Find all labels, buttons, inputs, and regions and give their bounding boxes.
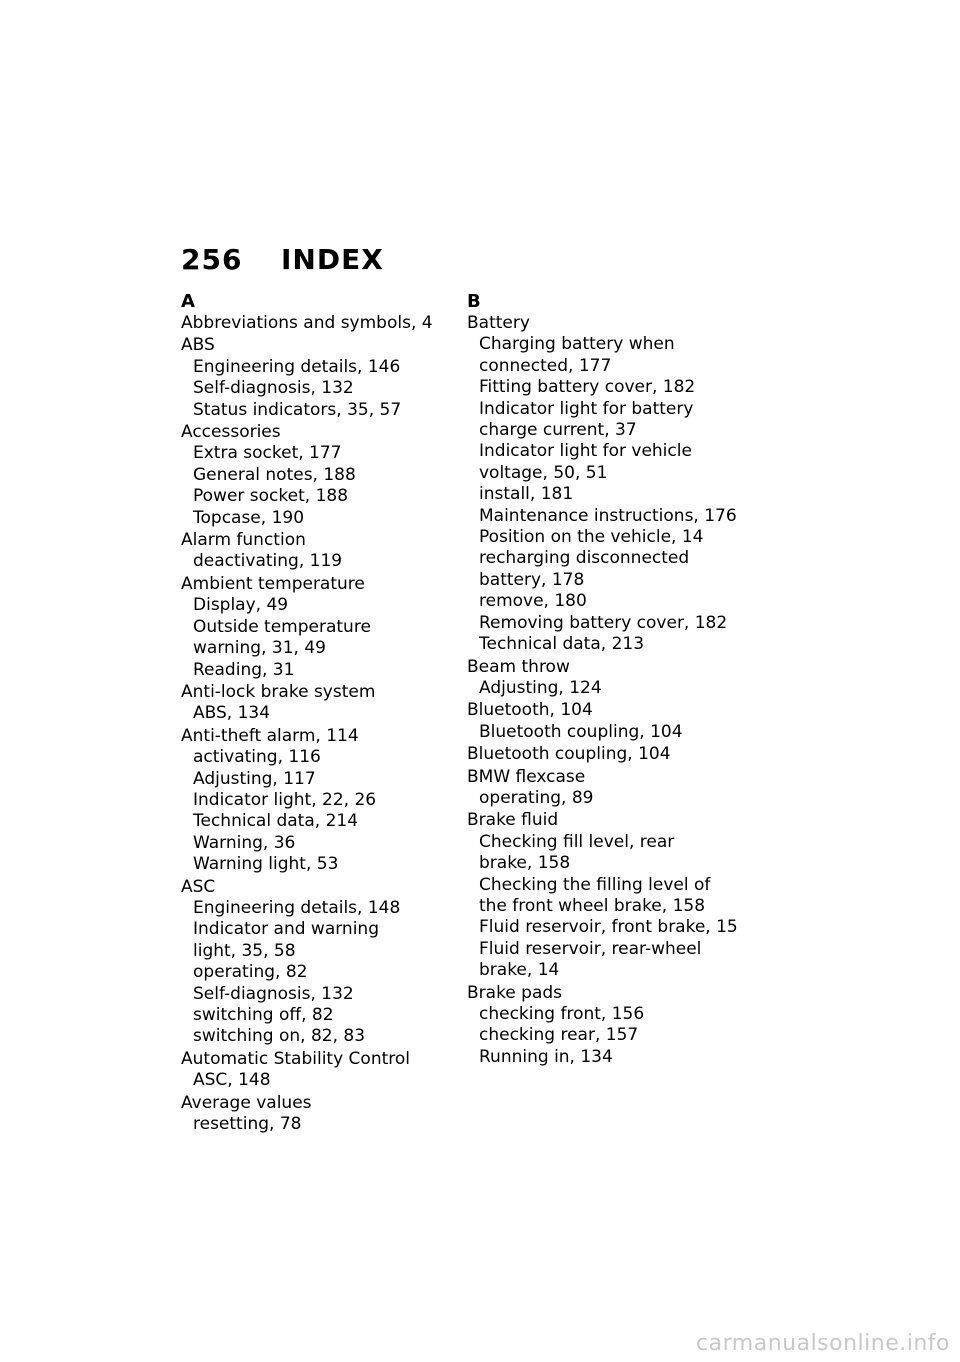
index-subentry: Engineering details, 146 — [193, 356, 401, 377]
index-subentry: install, 181 — [479, 484, 574, 505]
index-subentry: Checking the filling level of — [479, 874, 711, 895]
index-entry: Bluetooth, 104 — [467, 700, 593, 721]
index-entry: Abbreviations and symbols, 4 — [181, 313, 433, 333]
index-subentry: Warning light, 53 — [193, 854, 339, 875]
index-entry: Anti-theft alarm, 114 — [181, 725, 359, 746]
index-letter-heading: A — [181, 291, 195, 312]
index-subentry: Technical data, 214 — [193, 811, 359, 832]
index-letter-heading: B — [467, 291, 481, 312]
index-subentry: the front wheel brake, 158 — [479, 895, 706, 916]
index-subentry: Warning, 36 — [193, 832, 296, 853]
index-entry: Brake pads — [467, 982, 563, 1003]
index-subentry: activating, 116 — [193, 747, 321, 768]
index-column-left — [181, 292, 451, 1135]
index-entry: Bluetooth coupling, 104 — [467, 744, 671, 765]
index-entry: ASC — [181, 876, 216, 897]
index-subentry: Reading, 31 — [193, 659, 295, 680]
index-subentry: Display, 49 — [193, 595, 289, 616]
index-subentry: Adjusting, 117 — [193, 768, 316, 789]
index-subentry: deactivating, 119 — [193, 551, 343, 572]
index-subentry: Status indicators, 35, 57 — [193, 399, 402, 420]
index-subentry: resetting, 78 — [193, 1114, 302, 1135]
index-entry: Brake fluid — [467, 810, 559, 831]
index-subentry: operating, 89 — [479, 787, 594, 808]
index-entry: BMW flexcase — [467, 766, 586, 787]
index-subentry: Indicator and warning — [193, 919, 379, 940]
index-entry: Average values — [181, 1092, 312, 1113]
page-title: INDEX — [281, 243, 384, 276]
index-entry: ABS — [181, 335, 215, 356]
index-subentry: Topcase, 190 — [193, 507, 305, 528]
index-subentry: General notes, 188 — [193, 464, 356, 485]
index-subentry: Bluetooth coupling, 104 — [479, 721, 683, 742]
index-subentry: voltage, 50, 51 — [479, 462, 608, 483]
index-subentry: recharging disconnected — [479, 548, 690, 569]
index-subentry: Technical data, 213 — [479, 634, 645, 655]
index-subentry: remove, 180 — [479, 591, 587, 612]
index-subentry: operating, 82 — [193, 962, 308, 983]
index-subentry: light, 35, 58 — [193, 940, 296, 961]
index-subentry: charge current, 37 — [479, 420, 637, 441]
index-subentry: Fitting battery cover, 182 — [479, 377, 696, 398]
page-header — [181, 243, 384, 277]
index-subentry: checking rear, 157 — [479, 1025, 639, 1046]
index-subentry: ASC, 148 — [193, 1070, 271, 1091]
index-subentry: switching off, 82 — [193, 1005, 334, 1025]
index-subentry: Extra socket, 177 — [193, 443, 342, 464]
index-subentry: Indicator light for battery — [479, 398, 694, 419]
index-subentry: Engineering details, 148 — [193, 897, 401, 918]
index-subentry: Adjusting, 124 — [479, 677, 602, 698]
index-subentry: warning, 31, 49 — [193, 638, 326, 659]
index-subentry: Position on the vehicle, 14 — [479, 527, 704, 548]
index-subentry: Fluid reservoir, rear-wheel — [479, 938, 702, 959]
index-subentry: battery, 178 — [479, 569, 585, 590]
index-entry: Accessories — [181, 422, 281, 443]
index-entry: Beam throw — [467, 656, 570, 677]
index-subentry: Outside temperature — [193, 616, 371, 637]
index-subentry: Power socket, 188 — [193, 486, 349, 507]
index-subentry: connected, 177 — [479, 355, 612, 376]
index-entry: Battery — [467, 313, 530, 333]
index-subentry: Indicator light for vehicle — [479, 441, 692, 462]
index-entry: Ambient temperature — [181, 573, 365, 594]
index-subentry: brake, 14 — [479, 960, 560, 981]
index-subentry: Self-diagnosis, 132 — [193, 983, 354, 1004]
index-subentry: Checking fill level, rear — [479, 831, 675, 852]
index-subentry: Indicator light, 22, 26 — [193, 789, 377, 810]
index-column-right — [467, 292, 767, 1068]
index-subentry: Self-diagnosis, 132 — [193, 378, 354, 399]
index-subentry: Maintenance instructions, 176 — [479, 505, 737, 526]
index-subentry: Removing battery cover, 182 — [479, 612, 728, 633]
watermark-brand: carmanualsonline.info — [696, 1331, 950, 1356]
index-subentry: ABS, 134 — [193, 703, 271, 724]
index-subentry: checking front, 156 — [479, 1004, 645, 1024]
page-number: 256 — [181, 243, 243, 276]
index-subentry: Charging battery when — [479, 334, 675, 355]
index-entry: Anti-lock brake system — [181, 681, 376, 702]
index-subentry: Running in, 134 — [479, 1046, 613, 1067]
index-entry: Automatic Stability Control — [181, 1048, 411, 1069]
index-subentry: switching on, 82, 83 — [193, 1026, 366, 1047]
index-subentry: Fluid reservoir, front brake, 15 — [479, 917, 738, 938]
index-subentry: brake, 158 — [479, 853, 571, 874]
index-entry: Alarm function — [181, 530, 306, 551]
